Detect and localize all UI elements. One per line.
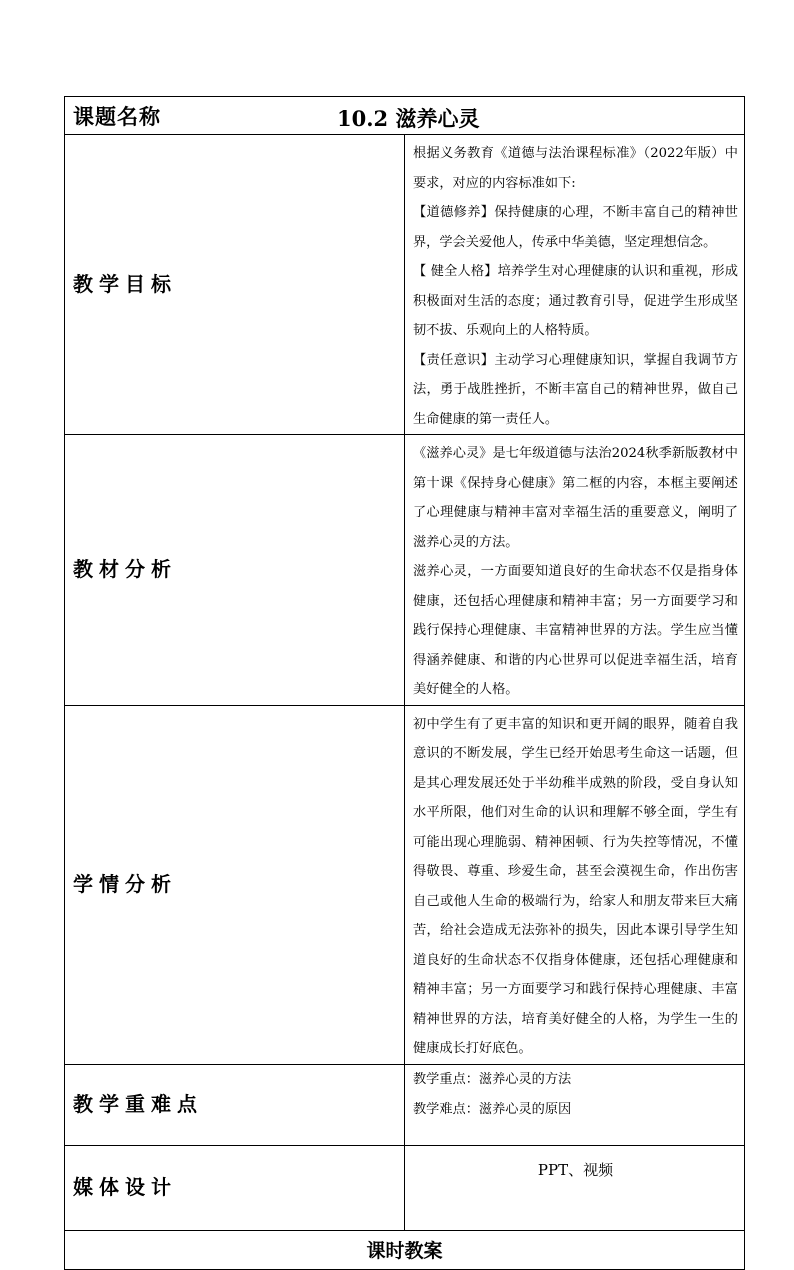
focus-row [65,1064,745,1145]
material-content [405,435,745,706]
focus-label: 教学重难点 [65,1064,405,1145]
goals-content [405,135,745,435]
material-label: 教材分析 [65,435,405,706]
students-para: 初中学生有了更丰富的知识和更开阔的眼界，随着自我意识的不断发展，学生已经开始思考生命这一话题，但是其心理发展还处于半幼稚半成熟的阶段，受自身认知水平所限，他们对生命的认识和理解不够全面，学生有可能出现心理脆弱、精神困顿、行为失控等情况，不懂得敬畏、尊重、珍爱生命，甚至会漠视生命，作出伤害自己或他人生命的极端行为，给家人和朋友带来巨大痛苦，给社会造成无法弥补的损失，因此本课引导学生知道良好的生命状态不仅指身体健康，还包括心理健康和精神丰富；另一方面要学习和践行保持心理健康、丰富精神世界的方法，培育美好健全的人格，为学生一生的健康成长打好底色。 [413,716,738,1056]
goals-item-responsibility: 【责任意识】主动学习心理健康知识，掌握自我调节方法，勇于战胜挫折，不断丰富自己的精神世界，做自己生命健康的第一责任人。 [413,352,738,427]
lesson-plan-table [64,96,745,1270]
goals-row [65,135,745,435]
media-row [65,1145,745,1230]
media-label: 媒体设计 [65,1145,405,1230]
footer-row [65,1230,745,1269]
goals-label: 教学目标 [65,135,405,435]
students-row [65,705,745,1064]
lesson-title: 10.2 滋养心灵 [337,106,480,131]
goals-item-morality: 【道德修养】保持健康的心理，不断丰富自己的精神世界，学会关爱他人，传承中华美德，坚定理想信念。 [413,205,738,250]
lesson-plan-heading: 课时教案 [65,1230,745,1269]
focus-difficulty: 教学难点：滋养心灵的原因 [413,1101,572,1117]
material-para-2: 滋养心灵，一方面要知道良好的生命状态不仅是指身体健康，还包括心理健康和精神丰富；另一方面要学习和践行保持心理健康、丰富精神世界的方法。学生应当懂得涵养健康、和谐的内心世界可以促进幸福生活，培育美好健全的人格。 [413,564,738,697]
material-row [65,435,745,706]
media-value: PPT、视频 [405,1145,745,1230]
goals-item-personality: 【 健全人格】培养学生对心理健康的认识和重视，形成积极面对生活的态度；通过教育引导，促进学生形成坚韧不拔、乐观向上的人格特质。 [413,264,738,338]
focus-content [405,1064,745,1145]
students-content [405,705,745,1064]
students-label: 学情分析 [65,705,405,1064]
focus-key-point: 教学重点：滋养心灵的方法 [413,1071,572,1087]
topic-label: 课题名称 [73,103,161,129]
goals-intro: 根据义务教育《道德与法治课程标准》（2022年版）中要求，对应的内容标准如下: [413,146,738,191]
material-para-1: 《滋养心灵》是七年级道德与法治2024秋季新版教材中第十课《保持身心健康》第二框的内容，本框主要阐述了心理健康与精神丰富对幸福生活的重要意义，阐明了滋养心灵的方法。 [413,446,738,550]
